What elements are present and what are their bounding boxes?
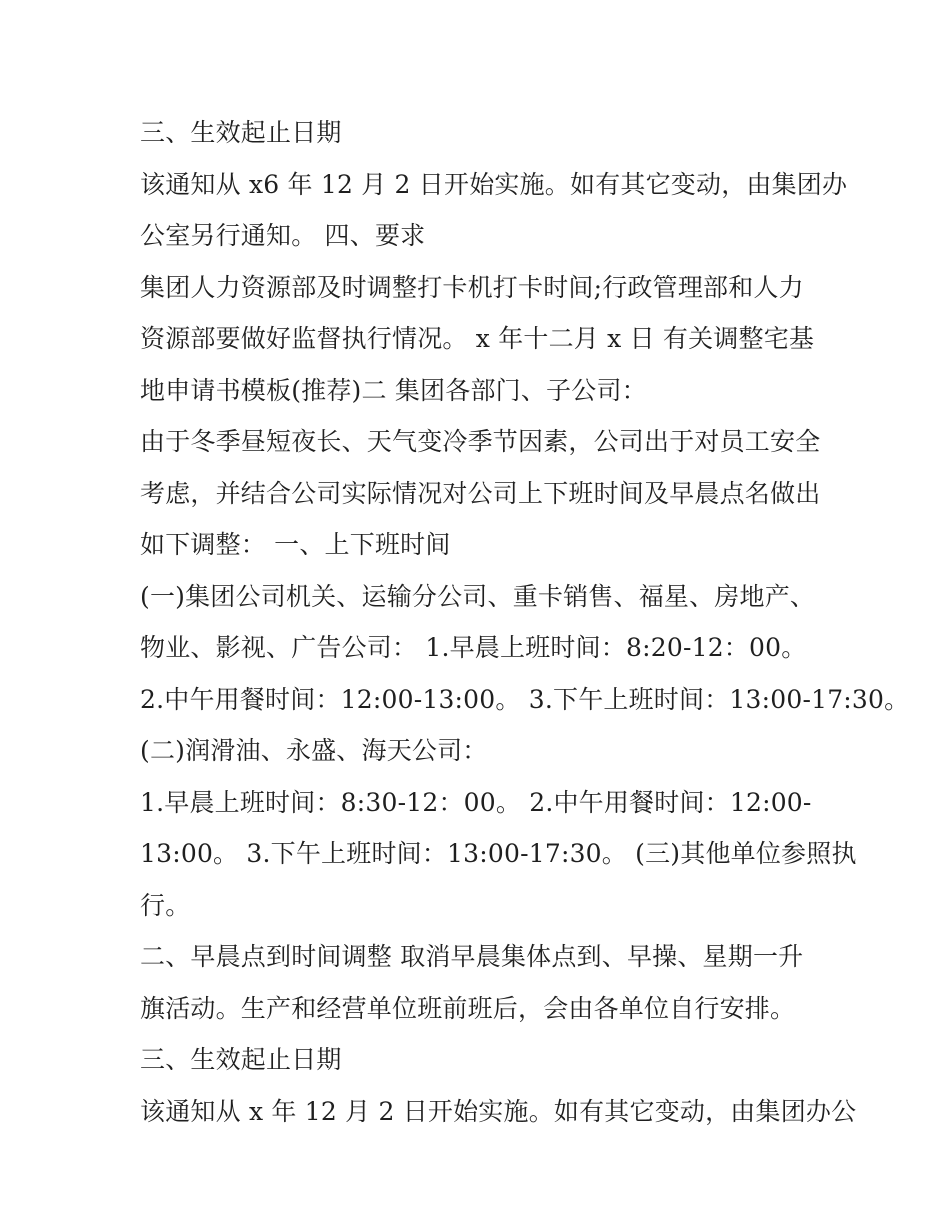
- text-line: 1.早晨上班时间：8:30-12：00。 2.中午用餐时间：12:00-: [140, 787, 812, 817]
- text-line: 三、生效起止日期: [140, 118, 342, 147]
- text-line: 二、早晨点到时间调整 取消早晨集体点到、早操、星期一升: [140, 942, 804, 971]
- text-line: (一)集团公司机关、运输分公司、重卡销售、福星、房地产、: [140, 581, 816, 611]
- text-line: 地申请书模板(推荐)二 集团各部门、子公司：: [140, 375, 647, 405]
- text-line: 集团人力资源部及时调整打卡机打卡时间;行政管理部和人力: [140, 272, 804, 302]
- text-line: 如下调整： 一、上下班时间: [140, 530, 451, 559]
- text-line: 考虑，并结合公司实际情况对公司上下班时间及早晨点名做出: [140, 478, 821, 508]
- text-line: 2.中午用餐时间：12:00-13:00。 3.下午上班时间：13:00-17:30。: [140, 684, 910, 714]
- text-line: 三、生效起止日期: [140, 1045, 342, 1074]
- text-line: 物业、影视、广告公司： 1.早晨上班时间：8:20-12：00。: [140, 633, 807, 662]
- text-line: 行。: [140, 890, 191, 920]
- text-line: 由于冬季昼短夜长、天气变冷季节因素，公司出于对员工安全: [140, 427, 821, 456]
- text-line: 13:00。 3.下午上班时间：13:00-17:30。 (三)其他单位参照执: [140, 839, 857, 868]
- text-line: 资源部要做好监督执行情况。 x 年十二月 x 日 有关调整宅基: [140, 324, 815, 353]
- text-line: 公室另行通知。 四、要求: [140, 221, 426, 250]
- text-line: (二)润滑油、永盛、海天公司：: [140, 736, 488, 765]
- text-line: 该通知从 x6 年 12 月 2 日开始实施。如有其它变动，由集团办: [140, 169, 848, 199]
- text-line: 该通知从 x 年 12 月 2 日开始实施。如有其它变动，由集团办公: [140, 1096, 857, 1126]
- text-line: 旗活动。生产和经营单位班前班后，会由各单位自行安排。: [140, 993, 796, 1023]
- document-body: [140, 107, 910, 1137]
